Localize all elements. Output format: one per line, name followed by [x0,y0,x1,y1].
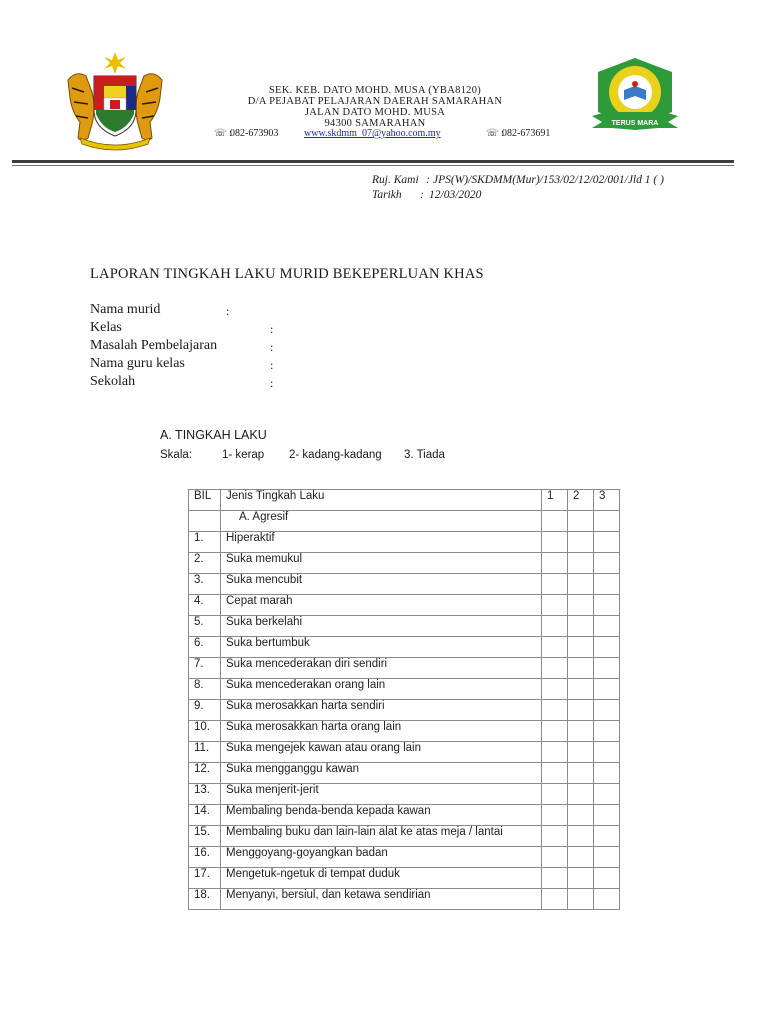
row-number: 17. [189,868,221,889]
rating-cell-2[interactable] [568,805,594,826]
row-number: 5. [189,616,221,637]
row-number: 14. [189,805,221,826]
row-number: 2. [189,553,221,574]
phone-number: 082-673903 [230,128,279,139]
table-row [189,721,620,742]
table-row [189,784,620,805]
rating-cell-1[interactable] [542,721,568,742]
rating-cell-1[interactable] [542,595,568,616]
letterhead-rule-thin [12,165,734,166]
row-number: 15. [189,826,221,847]
table-row [189,847,620,868]
row-number: 7. [189,658,221,679]
rating-cell-3[interactable] [594,847,620,868]
table-row [189,805,620,826]
subheader-empty [189,511,221,532]
rating-cell-1[interactable] [542,700,568,721]
row-behaviour: Hiperaktif [221,532,542,553]
rating-cell-1[interactable] [542,847,568,868]
row-behaviour: Menggoyang-goyangkan badan [221,847,542,868]
table-subheader-row [189,511,620,532]
phone-icon: ☏ : [214,128,232,139]
row-number: 9. [189,700,221,721]
header-scale-2: 2 [568,490,594,511]
table-header-row [189,490,620,511]
table-row [189,616,620,637]
rating-cell-2[interactable] [568,532,594,553]
rating-cell-3[interactable] [594,763,620,784]
rating-cell-1[interactable] [542,532,568,553]
rating-cell-1[interactable] [542,616,568,637]
row-behaviour: Menyanyi, bersiul, dan ketawa sendirian [221,889,542,910]
row-number: 13. [189,784,221,805]
rating-cell-2[interactable] [568,784,594,805]
header-scale-1: 1 [542,490,568,511]
rating-cell-2[interactable] [568,868,594,889]
rating-cell-3[interactable] [594,616,620,637]
table-row [189,658,620,679]
header-jenis-tingkah-laku: Jenis Tingkah Laku [221,490,542,511]
field-label-masalah-pembelajaran: Masalah Pembelajaran [90,338,218,353]
rating-cell-3[interactable] [594,574,620,595]
rating-cell-3[interactable] [594,700,620,721]
field-colon: : [270,358,274,372]
table-row [189,637,620,658]
scale-option-2: 2- kadang-kadang [289,449,382,461]
rating-cell-1[interactable] [542,742,568,763]
row-behaviour: Suka mencederakan orang lain [221,679,542,700]
table-row [189,679,620,700]
field-label-nama-guru-kelas: Nama guru kelas [90,356,185,371]
rating-cell-2[interactable] [568,679,594,700]
rating-cell-3[interactable] [594,784,620,805]
rating-cell-3[interactable] [594,742,620,763]
rating-cell-3[interactable] [594,658,620,679]
rating-cell-2[interactable] [568,553,594,574]
ref-value: JPS(W)/SKDMM(Mur)/153/02/12/02/001/Jld 1 ( ) [433,174,664,186]
row-behaviour: Suka berkelahi [221,616,542,637]
rating-cell-1[interactable] [542,826,568,847]
rating-cell-1[interactable] [542,574,568,595]
row-behaviour: Suka memukul [221,553,542,574]
rating-cell-3[interactable] [594,868,620,889]
rating-cell-3[interactable] [594,532,620,553]
rating-cell-2[interactable] [568,763,594,784]
field-colon: : [270,376,274,390]
school-logo [588,56,682,138]
rating-cell-1[interactable] [542,868,568,889]
email-link[interactable]: www.skdmm_07@yahoo.com.my [304,128,441,139]
table-row [189,553,620,574]
rating-cell-3[interactable] [594,721,620,742]
rating-cell-1[interactable] [542,658,568,679]
ref-label: Ruj. Kami [372,174,419,186]
row-number: 12. [189,763,221,784]
field-colon: : [270,322,274,336]
rating-cell-3[interactable] [594,637,620,658]
rating-cell-1[interactable] [542,553,568,574]
row-behaviour: Suka mencederakan diri sendiri [221,658,542,679]
header-bil: BIL [189,490,221,511]
table-row [189,700,620,721]
table-row [189,742,620,763]
behaviour-table [188,489,620,910]
row-number: 3. [189,574,221,595]
row-behaviour: Suka menjerit-jerit [221,784,542,805]
fax-number: 082-673691 [502,128,551,139]
table-row [189,826,620,847]
row-number: 11. [189,742,221,763]
rating-cell-3[interactable] [594,826,620,847]
coat-of-arms-logo [62,52,168,152]
rating-cell-2[interactable] [568,742,594,763]
rating-cell-2[interactable] [568,637,594,658]
table-row [189,574,620,595]
letterhead-rule [12,160,734,163]
rating-cell-3[interactable] [594,679,620,700]
row-number: 1. [189,532,221,553]
subheader-agresif: A. Agresif [221,511,542,532]
table-row [189,868,620,889]
row-behaviour: Membaling buku dan lain-lain alat ke atas meja / lantai [221,826,542,847]
fax-icon: ☏ : [486,128,504,139]
row-behaviour: Suka merosakkan harta orang lain [221,721,542,742]
row-number: 16. [189,847,221,868]
table-row [189,532,620,553]
scale-option-1: 1- kerap [222,449,265,461]
field-label-kelas: Kelas [90,320,122,335]
rating-cell-3[interactable] [594,553,620,574]
date-value: 12/03/2020 [429,189,482,201]
field-colon: : [270,340,274,354]
school-road: JALAN DATO MOHD. MUSA [304,107,446,118]
date-label: Tarikh [372,189,402,201]
row-behaviour: Suka mengejek kawan atau orang lain [221,742,542,763]
scale-legend [160,449,480,465]
rating-cell-2[interactable] [568,595,594,616]
row-number: 10. [189,721,221,742]
school-care-of: D/A PEJABAT PELAJARAN DAERAH SAMARAHAN [247,96,503,107]
scale-label: Skala: [160,449,192,461]
rating-cell-3[interactable] [594,595,620,616]
header-scale-3: 3 [594,490,620,511]
field-colon: : [226,304,230,318]
report-title: LAPORAN TINGKAH LAKU MURID BEKEPERLUAN KHAS [90,266,484,282]
field-label-nama-murid: Nama murid [90,302,161,317]
row-behaviour: Suka mengganggu kawan [221,763,542,784]
row-behaviour: Suka merosakkan harta sendiri [221,700,542,721]
section-a-heading: A. TINGKAH LAKU [160,428,267,442]
table-row [189,763,620,784]
rating-cell-2[interactable] [568,574,594,595]
scale-option-3: 3. Tiada [404,449,445,461]
rating-cell-2[interactable] [568,721,594,742]
rating-cell-1[interactable] [542,763,568,784]
row-number: 18. [189,889,221,910]
row-number: 6. [189,637,221,658]
row-number: 8. [189,679,221,700]
table-row [189,595,620,616]
school-postcode: 94300 SAMARAHAN [324,118,426,129]
svg-text:TERUS MARA: TERUS MARA [611,120,659,127]
table-row [189,889,620,910]
row-behaviour: Cepat marah [221,595,542,616]
field-label-sekolah: Sekolah [90,374,136,389]
rating-cell-2[interactable] [568,658,594,679]
rating-cell-3[interactable] [594,889,620,910]
row-behaviour: Mengetuk-ngetuk di tempat duduk [221,868,542,889]
rating-cell-2[interactable] [568,847,594,868]
row-number: 4. [189,595,221,616]
rating-cell-1[interactable] [542,784,568,805]
rating-cell-2[interactable] [568,616,594,637]
rating-cell-1[interactable] [542,679,568,700]
row-behaviour: Membaling benda-benda kepada kawan [221,805,542,826]
rating-cell-2[interactable] [568,700,594,721]
row-behaviour: Suka bertumbuk [221,637,542,658]
ref-colon: : [426,174,430,186]
rating-cell-2[interactable] [568,826,594,847]
rating-cell-1[interactable] [542,637,568,658]
school-name: SEK. KEB. DATO MOHD. MUSA (YBA8120) [268,85,482,96]
rating-cell-1[interactable] [542,889,568,910]
rating-cell-2[interactable] [568,889,594,910]
rating-cell[interactable] [594,511,620,532]
rating-cell-3[interactable] [594,805,620,826]
rating-cell[interactable] [568,511,594,532]
date-colon: : [420,189,424,201]
rating-cell-1[interactable] [542,805,568,826]
rating-cell[interactable] [542,511,568,532]
row-behaviour: Suka mencubit [221,574,542,595]
